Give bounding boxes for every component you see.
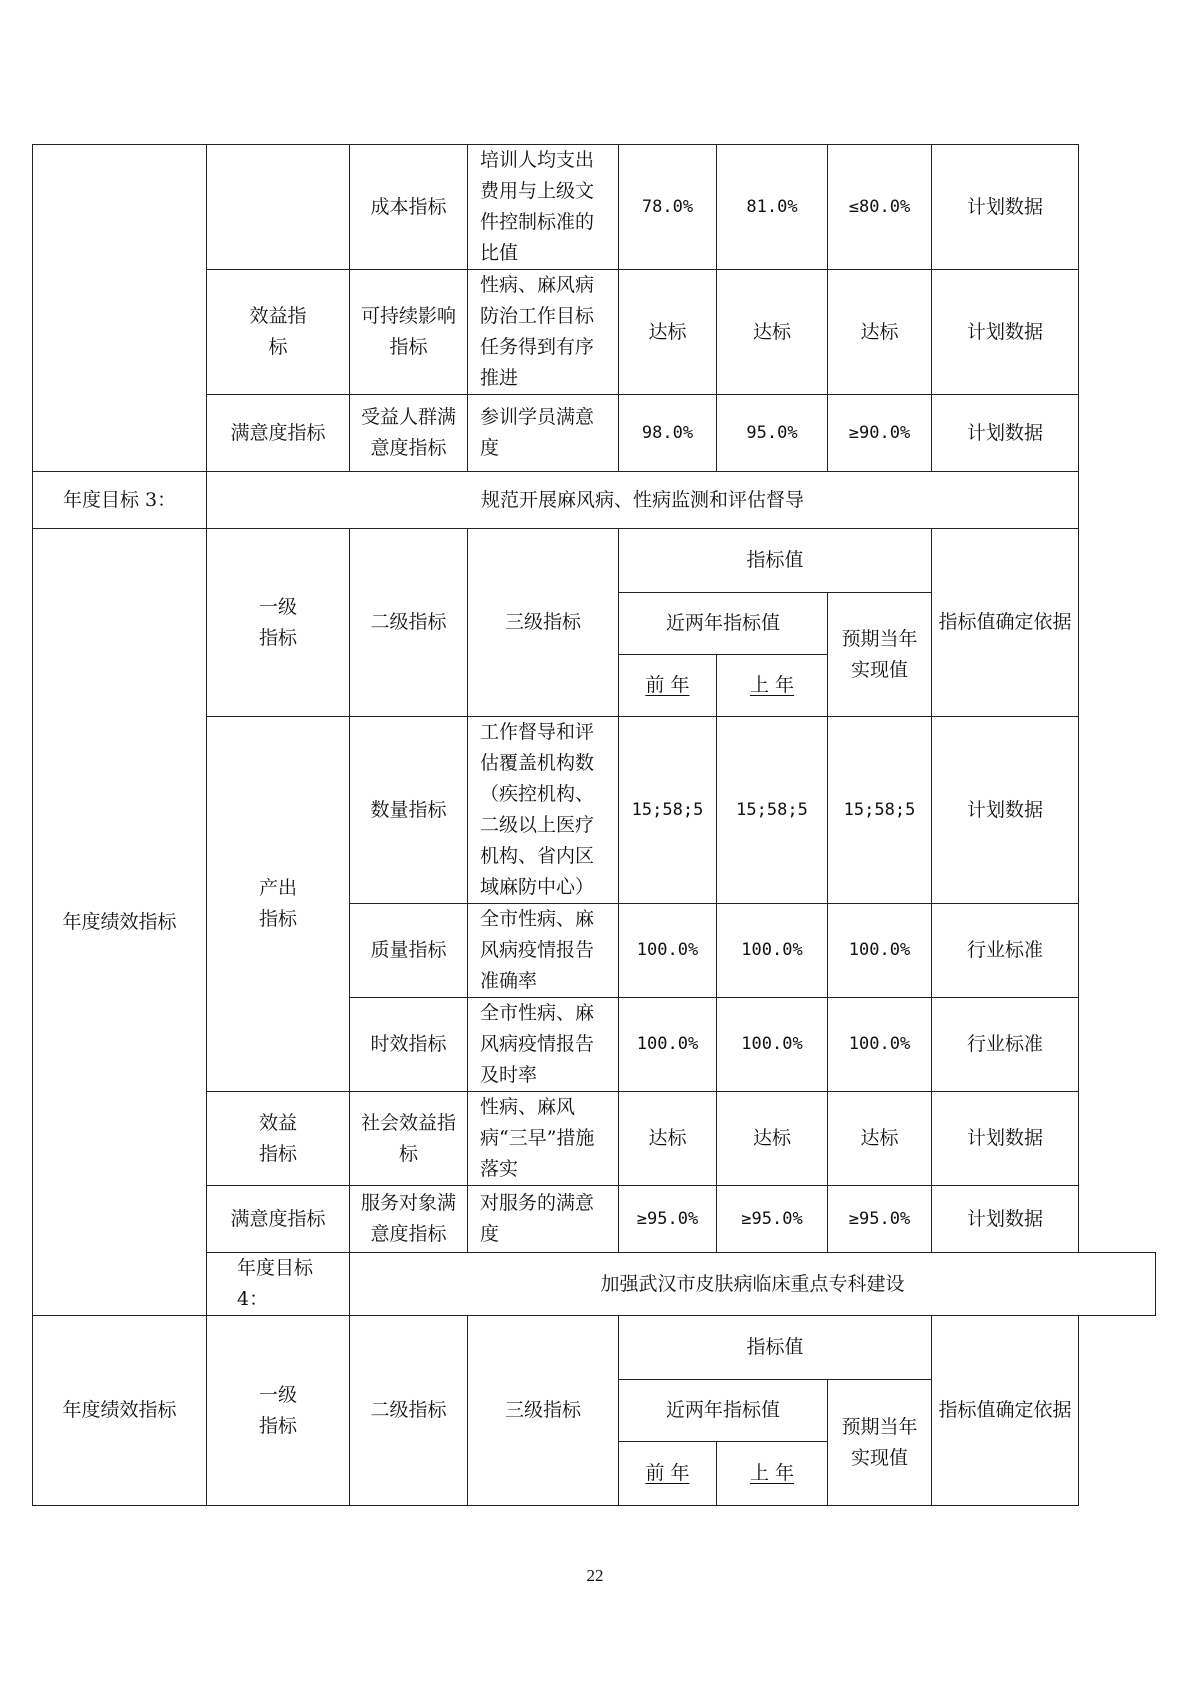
last-year-value: 100.0% xyxy=(717,904,828,998)
level3-cell: 性病、麻风病“三早”措施落实 xyxy=(468,1092,619,1186)
level1-cell: 满意度指标 xyxy=(207,395,350,472)
last-year-value: 15;58;5 xyxy=(717,717,828,904)
level2-cell: 可持续影响指标 xyxy=(350,270,468,395)
prev-year-value: 100.0% xyxy=(619,998,717,1092)
header-level1: 一级指标 xyxy=(207,529,350,717)
expected-value: ≥95.0% xyxy=(828,1186,932,1253)
goal-label: 年度目标 3： xyxy=(33,472,207,529)
header-level2: 二级指标 xyxy=(350,1316,468,1506)
expected-value: 100.0% xyxy=(828,998,932,1092)
last-year-value: 81.0% xyxy=(717,145,828,270)
header-prev-year: 前 年 xyxy=(619,1442,717,1506)
header-level2: 二级指标 xyxy=(350,529,468,717)
level3-cell: 性病、麻风病防治工作目标任务得到有序推进 xyxy=(468,270,619,395)
level3-cell: 全市性病、麻风病疫情报告及时率 xyxy=(468,998,619,1092)
goal-label: 年度目标 4： xyxy=(207,1253,350,1316)
prev-year-value: ≥95.0% xyxy=(619,1186,717,1253)
header-last-year: 上 年 xyxy=(717,1442,828,1506)
last-year-value: 达标 xyxy=(717,270,828,395)
header-level3: 三级指标 xyxy=(468,529,619,717)
header-prev-year: 前 年 xyxy=(619,655,717,717)
expected-value: ≥90.0% xyxy=(828,395,932,472)
basis-cell: 计划数据 xyxy=(932,1092,1079,1186)
header-expected: 预期当年实现值 xyxy=(828,1380,932,1506)
level1-cell: 满意度指标 xyxy=(207,1186,350,1253)
header-row xyxy=(33,529,1156,593)
section-label-cell xyxy=(33,145,207,472)
basis-cell: 计划数据 xyxy=(932,717,1079,904)
level1-cell: 产出指标 xyxy=(207,717,350,1092)
level3-cell: 对服务的满意度 xyxy=(468,1186,619,1253)
last-year-value: 达标 xyxy=(717,1092,828,1186)
level3-cell: 培训人均支出费用与上级文件控制标准的比值 xyxy=(468,145,619,270)
prev-year-value: 15;58;5 xyxy=(619,717,717,904)
basis-cell: 计划数据 xyxy=(932,145,1079,270)
level3-cell: 参训学员满意度 xyxy=(468,395,619,472)
header-index-value: 指标值 xyxy=(619,529,932,593)
expected-value: 15;58;5 xyxy=(828,717,932,904)
level1-cell xyxy=(207,145,350,270)
level2-cell: 受益人群满意度指标 xyxy=(350,395,468,472)
level2-cell: 成本指标 xyxy=(350,145,468,270)
table-row xyxy=(33,145,1156,270)
last-year-value: ≥95.0% xyxy=(717,1186,828,1253)
header-level1: 一级指标 xyxy=(207,1316,350,1506)
level2-cell: 服务对象满意度指标 xyxy=(350,1186,468,1253)
prev-year-value: 100.0% xyxy=(619,904,717,998)
level2-cell: 质量指标 xyxy=(350,904,468,998)
level2-cell: 数量指标 xyxy=(350,717,468,904)
section-label-cell: 年度绩效指标 xyxy=(33,529,207,1316)
expected-value: 达标 xyxy=(828,1092,932,1186)
prev-year-value: 78.0% xyxy=(619,145,717,270)
last-year-value: 100.0% xyxy=(717,998,828,1092)
expected-value: 100.0% xyxy=(828,904,932,998)
section-label-cell: 年度绩效指标 xyxy=(33,1316,207,1506)
level3-cell: 全市性病、麻风病疫情报告准确率 xyxy=(468,904,619,998)
header-expected: 预期当年实现值 xyxy=(828,593,932,717)
basis-cell: 计划数据 xyxy=(932,1186,1079,1253)
prev-year-value: 达标 xyxy=(619,270,717,395)
level1-cell: 效益指标 xyxy=(207,270,350,395)
prev-year-value: 达标 xyxy=(619,1092,717,1186)
header-last-year: 上 年 xyxy=(717,655,828,717)
header-level3: 三级指标 xyxy=(468,1316,619,1506)
level2-cell: 社会效益指标 xyxy=(350,1092,468,1186)
header-recent-two: 近两年指标值 xyxy=(619,1380,828,1442)
header-index-value: 指标值 xyxy=(619,1316,932,1380)
performance-indicator-table xyxy=(32,144,1156,1506)
goal-text: 规范开展麻风病、性病监测和评估督导 xyxy=(207,472,1079,529)
header-basis: 指标值确定依据 xyxy=(932,1316,1079,1506)
goal-row xyxy=(33,472,1156,529)
expected-value: ≤80.0% xyxy=(828,145,932,270)
level2-cell: 时效指标 xyxy=(350,998,468,1092)
basis-cell: 计划数据 xyxy=(932,395,1079,472)
header-row xyxy=(33,1316,1156,1380)
prev-year-value: 98.0% xyxy=(619,395,717,472)
goal-text: 加强武汉市皮肤病临床重点专科建设 xyxy=(350,1253,1156,1316)
basis-cell: 计划数据 xyxy=(932,270,1079,395)
basis-cell: 行业标准 xyxy=(932,998,1079,1092)
header-recent-two: 近两年指标值 xyxy=(619,593,828,655)
level3-cell: 工作督导和评估覆盖机构数（疾控机构、二级以上医疗机构、省内区域麻防中心） xyxy=(468,717,619,904)
last-year-value: 95.0% xyxy=(717,395,828,472)
page-number: 22 xyxy=(586,1566,604,1585)
expected-value: 达标 xyxy=(828,270,932,395)
header-basis: 指标值确定依据 xyxy=(932,529,1079,717)
basis-cell: 行业标准 xyxy=(932,904,1079,998)
level1-cell: 效益指标 xyxy=(207,1092,350,1186)
